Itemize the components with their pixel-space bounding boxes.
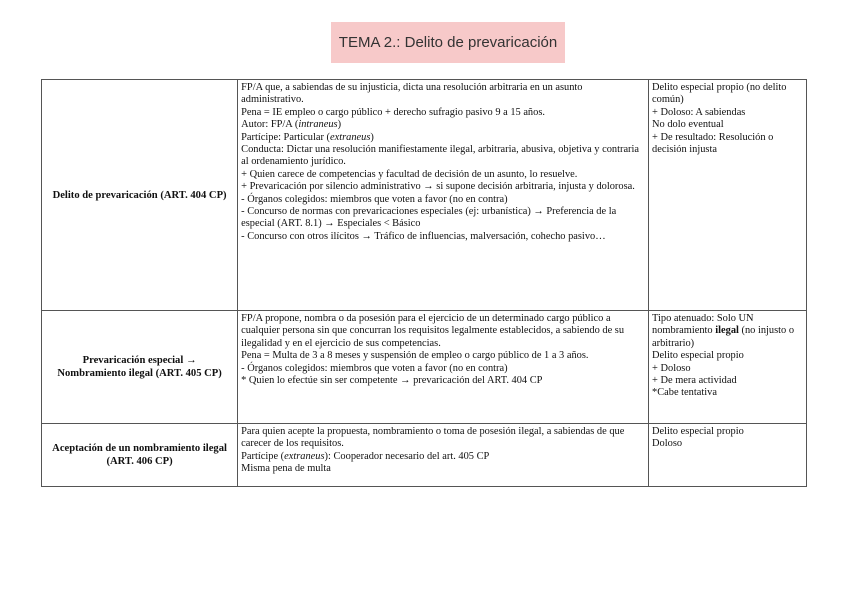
description-line: FP/A propone, nombra o da posesión para el ejercicio de un determinado cargo público a cualquier persona sin que concurran los requisitos legalmente establecidos, a sabiendo de su ilegalidad y en el ejercicio de sus competencias. xyxy=(241,313,625,349)
description-line: - Órganos colegidos: miembros que voten a favor (no en contra) xyxy=(241,362,508,374)
note-line: Delito especial propio xyxy=(652,350,744,362)
note-line: + Doloso: A sabiendas xyxy=(652,106,746,118)
note-line: + De resultado: Resolución o decisión injusta xyxy=(652,131,774,156)
description-line: - Concurso con otros ilícitos → Tráfico de influencias, malversación, cohecho pasivo… xyxy=(241,230,606,242)
note-line: *Cabe tentativa xyxy=(652,387,717,399)
page-title-box xyxy=(331,22,565,63)
table-row xyxy=(42,311,807,424)
description-line: * Quien lo efectúe sin ser competente → prevaricación del ART. 404 CP xyxy=(241,375,543,387)
description-line: FP/A que, a sabiendas de su injusticia, dicta una resolución arbitraria en un asunto administrativo. xyxy=(241,82,583,106)
note-line: + De mera actividad xyxy=(652,375,737,387)
row-heading: Aceptación de un nombramiento ilegal (ART. 406 CP) xyxy=(42,424,238,487)
row-description xyxy=(238,311,649,424)
page-title: TEMA 2.: Delito de prevaricación xyxy=(338,34,558,51)
description-line: Misma pena de multa xyxy=(241,463,331,475)
description-line: - Concurso de normas con prevaricaciones especiales (ej: urbanística) → Preferencia de la especial (ART. 8.1) → Especiales < Básico xyxy=(241,206,617,230)
row-heading: Delito de prevaricación (ART. 404 CP) xyxy=(42,80,238,311)
note-line: Doloso xyxy=(652,438,683,450)
note-line: Tipo atenuado: Solo UN nombramiento ilegal (no injusto o arbitrario) xyxy=(652,313,795,349)
description-line: Para quien acepte la propuesta, nombramiento o toma de posesión ilegal, a sabiendas de que carecer de los requisitos. xyxy=(241,426,625,450)
description-line: + Quien carece de competencias y facultad de decisión de un asunto, lo resuelve. xyxy=(241,168,578,180)
description-line: + Prevaricación por silencio administrativo → si supone decisión arbitraria, injusta y dolorosa. xyxy=(241,181,635,193)
description-line: Conducta: Dictar una resolución manifiestamente ilegal, arbitraria, abusiva, objetiva y contraria al ordenamiento jurídico. xyxy=(241,144,640,168)
note-line: No dolo eventual xyxy=(652,119,724,131)
note-line: Delito especial propio xyxy=(652,426,744,437)
description-line: - Órganos colegidos: miembros que voten a favor (no en contra) xyxy=(241,193,508,205)
row-notes xyxy=(649,424,807,487)
row-notes xyxy=(649,311,807,424)
description-line: Pena = Multa de 3 a 8 meses y suspensión de empleo o cargo público de 1 a 3 años. xyxy=(241,350,589,362)
row-notes xyxy=(649,80,807,311)
row-heading: Prevaricación especial → Nombramiento ilegal (ART. 405 CP) xyxy=(42,311,238,424)
table-row xyxy=(42,424,807,487)
row-description xyxy=(238,424,649,487)
description-line: Partícipe (extraneus): Cooperador necesario del art. 405 CP xyxy=(241,450,490,462)
description-line: Partícipe: Particular (extraneus) xyxy=(241,131,374,143)
note-line: Delito especial propio (no delito común) xyxy=(652,82,787,106)
row-description xyxy=(238,80,649,311)
description-line: Autor: FP/A (intraneus) xyxy=(241,119,342,131)
note-line: + Doloso xyxy=(652,362,691,374)
summary-table xyxy=(41,79,807,487)
description-line: Pena = IE empleo o cargo público + derecho sufragio pasivo 9 a 15 años. xyxy=(241,106,545,118)
table-row xyxy=(42,80,807,311)
